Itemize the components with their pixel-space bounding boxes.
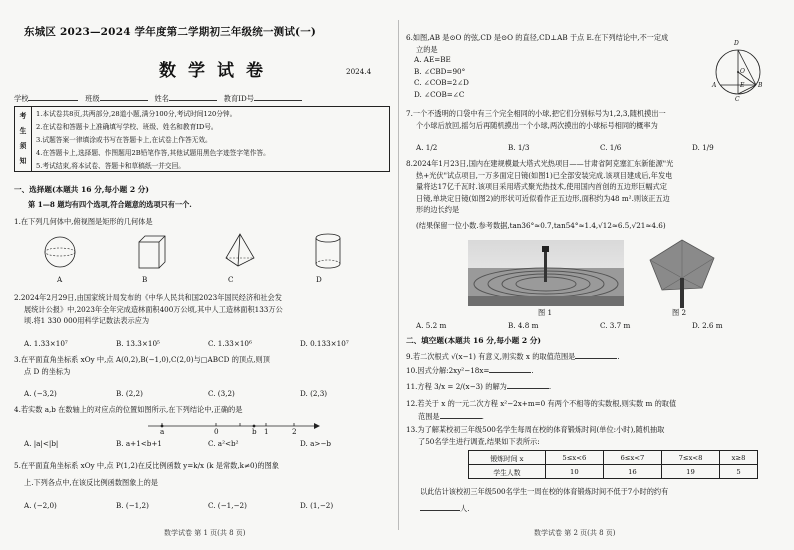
q7-option-b[interactable]: B. 1/3 [508,143,530,152]
q4-axis-zero: 0 [214,427,219,436]
table-cell: 6≤x<7 [603,451,661,465]
q7-option-c[interactable]: C. 1/6 [600,143,622,152]
q4-option-b[interactable]: B. a+1<b+1 [116,439,162,448]
q5-option-b[interactable]: B. (−1,2) [116,501,149,510]
notice-box [14,106,390,172]
q6-label-b: B [758,82,763,89]
solar-field-photo [468,240,624,306]
q5-option-c[interactable]: C. (−1,−2) [208,501,247,510]
q2-option-c[interactable]: C. 1.33×10⁶ [208,339,252,348]
table-cell: 10 [545,465,603,479]
section1-heading: 一、选择题(本题共 16 分,每小题 2 分) [14,185,149,194]
q7-option-a[interactable]: A. 1/2 [416,143,438,152]
q4-axis-b: b [252,427,257,436]
q6-label-c: C [735,96,740,103]
name-blank[interactable] [169,92,217,101]
q6-option-c[interactable]: C. ∠COB=2∠D [414,78,469,87]
table-cell: 16 [603,465,661,479]
q6-label-a: A [712,82,717,89]
notice-line: 4.在答题卡上,选择题、作图题用2B铅笔作答,其他试题用黑色字迹签字笔作答。 [32,145,390,158]
q6-label-d: D [734,40,739,47]
q3-option-c[interactable]: C. (3,2) [208,389,235,398]
q2-option-a[interactable]: A. 1.33×10⁷ [24,339,68,348]
heliostat-photo [646,238,716,310]
table-cell: 学生人数 [469,465,546,479]
section1-instruction: 第 1—8 题均有四个选项,符合题意的选项只有一个. [28,200,192,209]
footer-page-1: 数学试卷 第 1 页(共 8 页) [164,529,246,537]
q8-option-d[interactable]: D. 2.6 m [692,321,723,330]
page-two [406,0,782,550]
q4-axis-one: 1 [264,427,269,436]
q1-label-a: A [57,275,63,284]
table-row [469,465,758,479]
notice-line: 5.考试结束,将本试卷、答题卡和草稿纸一并交回。 [32,158,390,171]
q8-option-a[interactable]: A. 5.2 m [416,321,447,330]
q6-stem: 6.如图,AB 是⊙O 的弦,CD 是⊙O 的直径,CD⊥AB 于点 E.在下列结论中,不一定成 立的是 [406,33,669,54]
q8-option-c[interactable]: C. 3.7 m [600,321,631,330]
q6-options [414,54,469,100]
id-label: 教育ID号 [223,94,254,103]
q3-option-a[interactable]: A. (−3,2) [24,389,57,398]
q5-option-a[interactable]: A. (−2,0) [24,501,57,510]
column-divider [398,20,399,530]
q6-option-b[interactable]: B. ∠CBD=90° [414,66,466,76]
q3-stem: 3.在平面直角坐标系 xOy 中,点 A(0,2),B(−1,0),C(2,0)与□ABCD 的顶点,则顶 点 D 的坐标为 [14,355,270,376]
table-cell: 7≤x<8 [661,451,719,465]
q4-number-line [144,418,324,440]
sphere-figure [45,237,75,267]
q6-label-e: E [740,82,745,89]
q1-label-c: C [228,275,234,284]
table-cell: 19 [661,465,719,479]
q12-blank[interactable] [440,410,482,419]
q4-stem: 4.若实数 a,b 在数轴上的对应点的位置如图所示,在下列结论中,正确的是 [14,405,243,414]
exam-header: 东城区 2023—2024 学年度第二学期初三年级统一测试(一) [24,26,317,38]
q4-option-c[interactable]: C. a²<b² [208,439,239,448]
notice-line: 3.试题答案一律填涂或书写在答题卡上,在试卷上作答无效。 [32,133,390,146]
notice-label: 考 生 须 知 [15,107,32,172]
q5-option-d[interactable]: D. (1,−2) [300,501,334,510]
pyramid-figure [226,234,254,266]
footer-page-2: 数学试卷 第 2 页(共 8 页) [534,529,616,537]
exam-date: 2024.4 [346,67,372,76]
q12-stem: 12.若关于 x 的一元二次方程 x²−2x+m=0 有两个不相等的实数根,则实数 m 的取值 范围是 . [406,399,677,421]
q10: 10.因式分解:2xy²−18x= . [406,366,534,375]
q4-axis-a: a [160,427,165,436]
q5-stem: 5.在平面直角坐标系 xOy 中,点 P(1,2)在反比例函数 y=k/x (k 是常数,k≠0)的图象 上.下列各点中,在该反比例函数图象上的是 [14,461,279,487]
q1-figures [44,232,374,280]
q2-stem: 2.2024年2月29日,由国家统计局发布的《中华人民共和国2023年国民经济和社会发 展统计公报》中,2023年全年完成造林面积400万公顷,其中人工造林面积133万公 顷.将1 330 000用科学记数法表示应为 [14,293,283,325]
q8-stem: 8.2024年1月23日,国内在建规模最大塔式光热项目——甘肃省阿克塞汇东新能源"光 热+光伏"试点项目,一万多面定日镜(如图1)已全部安装完成.该项目建成后,年发电 量将达17亿千瓦时.该项目采用塔式聚光热技术,使用国内首创的五边形巨幅式定 日镜,单块定日镜(如图2)的形状可近似看作正五边形,面积约为48 m².则该正五边 形的边长约是 (结果保留一位小数.参考数据,tan36°≈0.7,tan54°≈1.4,√12≈6.5,√21≈4.6) [406,159,674,230]
q7-option-d[interactable]: D. 1/9 [692,143,714,152]
q8-option-b[interactable]: B. 4.8 m [508,321,539,330]
q2-option-d[interactable]: D. 0.133×10⁷ [300,339,349,348]
q4-option-d[interactable]: D. a>−b [300,439,332,448]
q7-stem: 7.一个不透明的口袋中有三个完全相同的小球,把它们分别标号为1,2,3,随机摸出一 个小球后放回,摇匀后再随机摸出一个小球,两次摸出的小球标号相同的概率为 [406,109,666,130]
q11: 11.方程 3/x = 2/(x−3) 的解为 . [406,382,552,391]
q10-blank[interactable] [489,364,531,373]
info-fields [14,92,302,105]
section2-heading: 二、填空题(本题共 16 分,每小题 2 分) [406,336,541,345]
table-cell: 锻炼时间 x [469,451,546,465]
name-label: 姓名 [154,94,169,103]
notice-line: 2.在试卷和答题卡上准确填写学校、班级、姓名和教育ID号。 [32,120,390,133]
exam-title: 数学试卷 [159,61,275,81]
q3-option-d[interactable]: D. (2,3) [300,389,328,398]
fig2-caption: 图 2 [672,308,687,317]
table-cell: 5≤x<6 [545,451,603,465]
q13-after: 以此估计该校初三年级500名学生一周在校的体育锻炼时间不低于7小时的约有 人. [420,487,669,513]
q11-blank[interactable] [507,380,549,389]
q13-stem: 13.为了解某校初三年级500名学生每周在校的体育锻炼时间(单位:小时),随机抽取 了50名学生进行调查,结果如下表所示: [406,425,665,446]
page-one [14,0,392,550]
cylinder-figure [316,234,340,268]
notice-line: 1.本试卷共8页,共两部分,28道小题,满分100分,考试时间120分钟。 [32,107,390,120]
q6-label-o: O [740,68,745,75]
q9: 9.若二次根式 √(x−1) 有意义,则实数 x 的取值范围是 . [406,352,620,361]
q4-option-a[interactable]: A. |a|<|b| [24,439,59,448]
fig1-caption: 图 1 [538,308,553,317]
id-blank[interactable] [254,92,302,101]
q3-option-b[interactable]: B. (2,2) [116,389,143,398]
table-row [469,451,758,465]
q6-option-a[interactable]: A. AE=BE [414,55,451,64]
q9-blank[interactable] [575,350,617,359]
q1-stem: 1.在下列几何体中,俯视图是矩形的几何体是 [14,217,153,226]
class-label: 班级 [85,94,100,103]
school-blank[interactable] [28,92,78,101]
q1-label-d: D [316,275,322,284]
cuboid-figure [139,236,165,268]
table-cell: 5 [720,465,758,479]
table-cell: x≥8 [720,451,758,465]
school-label: 学校 [14,94,29,103]
q13-table [468,450,758,479]
q6-option-d[interactable]: D. ∠COB=∠C [414,89,465,99]
q13-blank[interactable] [420,502,460,511]
q2-option-b[interactable]: B. 13.3×10⁵ [116,339,160,348]
q1-label-b: B [142,275,148,284]
class-blank[interactable] [100,92,148,101]
q4-axis-two: 2 [292,427,297,436]
